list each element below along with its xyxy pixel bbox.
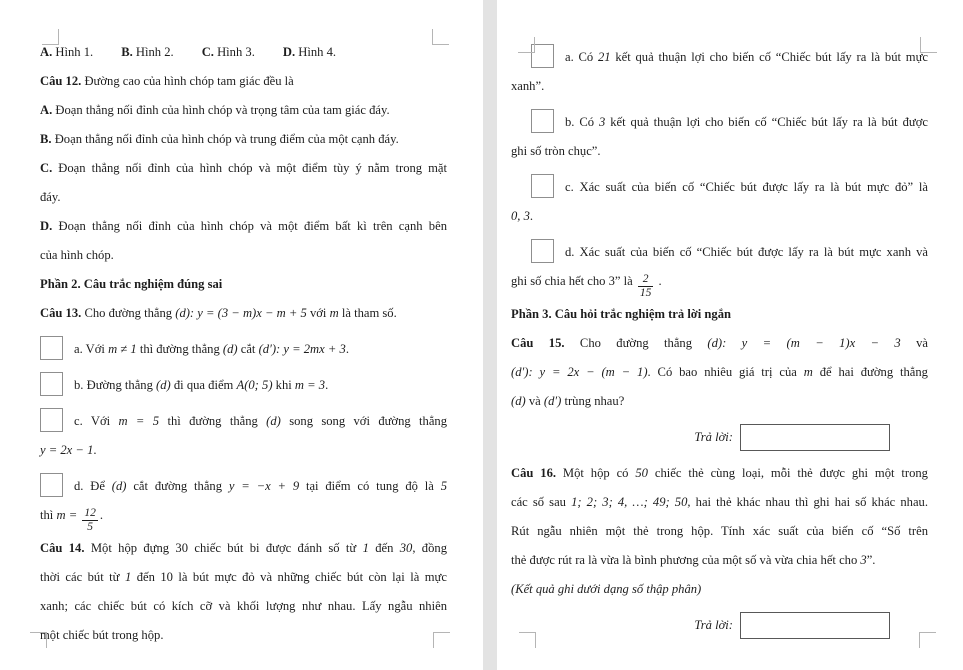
text-line	[40, 592, 447, 621]
answer-row	[511, 424, 890, 451]
text-run: song song với đường thẳng	[280, 414, 448, 428]
margin-crop-mark-top-left	[42, 29, 59, 45]
text-run: .	[345, 342, 349, 356]
text-run: thẻ được rút ra là vừa là bình phương của một số và vừa chia hết cho	[511, 552, 861, 567]
text-line	[40, 621, 447, 650]
answer-checkbox[interactable]	[40, 336, 63, 360]
margin-crop-mark-bottom-left	[519, 632, 536, 648]
answer-label: Trả lời:	[694, 429, 733, 444]
text-run: với	[306, 306, 330, 320]
text-run: Đường cao của hình chóp tam giác đều là	[81, 74, 294, 88]
text-run: và	[525, 393, 544, 408]
page-gutter	[483, 0, 497, 670]
bold-text-run: Câu 16.	[511, 465, 557, 480]
text-run: ”.	[866, 552, 876, 567]
margin-crop-mark-top-right	[432, 29, 449, 45]
text-run: cắt đường thẳng	[126, 479, 229, 493]
paragraph	[511, 329, 928, 416]
paragraph	[40, 125, 447, 154]
bold-text-run: Phần 3. Câu hỏi trắc nghiệm trả lời ngắn	[511, 306, 732, 321]
fraction-denominator: 5	[82, 520, 98, 534]
statement-option	[40, 371, 447, 400]
bold-text-run: B.	[40, 132, 52, 146]
answer-row	[511, 612, 890, 639]
math-text-run: 21	[597, 50, 611, 64]
text-line	[40, 436, 447, 465]
answer-input-box[interactable]	[740, 612, 890, 639]
text-run: d. Xác suất của biến cố “Chiếc bút được lấy ra là bút mực xanh và	[565, 245, 928, 259]
text-run: b. Đường thẳng	[74, 378, 157, 392]
bold-text-run: C.	[40, 161, 53, 175]
text-run: và	[900, 335, 929, 350]
text-line	[40, 154, 447, 183]
math-text-run: 3	[860, 552, 867, 567]
text-run: khi	[272, 378, 295, 392]
text-line	[511, 238, 928, 267]
text-run: Đoạn thẳng nối đỉnh của hình chóp và trọng tâm của tam giác đáy.	[52, 103, 390, 117]
text-run: thời các bút từ	[40, 569, 125, 584]
page-2	[497, 0, 963, 670]
text-line	[511, 358, 928, 387]
answer-label: Trả lời:	[694, 617, 733, 632]
text-run: thì đường thẳng	[159, 414, 267, 428]
answer-checkbox[interactable]	[40, 408, 63, 432]
text-line	[40, 335, 447, 364]
math-text-run: m	[803, 364, 813, 379]
math-text-run: (d): y = (3 − m)x − m + 5	[175, 306, 307, 320]
bold-text-run: Câu 12.	[40, 74, 82, 88]
text-run: a. Có	[565, 50, 598, 64]
text-run: Đoạn thẳng nối đỉnh của hình chóp và một điểm tùy ý nằm trong mặt	[52, 161, 447, 175]
answer-checkbox[interactable]	[531, 174, 554, 198]
text-run: ghi số tròn chục”.	[511, 144, 601, 158]
text-run: Một hộp có	[556, 465, 636, 480]
text-run: đến	[368, 540, 400, 555]
margin-crop-mark-top-right	[920, 37, 937, 53]
text-line	[40, 299, 447, 328]
bold-text-run: Phần 2. Câu trắc nghiệm đúng sai	[40, 277, 223, 291]
text-line	[40, 534, 447, 563]
answer-checkbox[interactable]	[40, 473, 63, 497]
text-line	[40, 270, 447, 299]
text-run: , đồng	[412, 540, 447, 555]
text-line	[511, 108, 928, 137]
math-text-run: 50	[635, 465, 648, 480]
fraction-numerator: 2	[642, 273, 649, 286]
bold-text-run: A.	[40, 103, 53, 117]
math-text-run: 1	[362, 540, 369, 555]
text-run: xanh”.	[511, 79, 545, 93]
margin-crop-mark-bottom-right	[433, 632, 450, 648]
math-text-run: (d)	[156, 378, 171, 392]
text-run: Cho đường thẳng	[564, 335, 708, 350]
text-line	[40, 371, 447, 400]
text-run: các số sau	[511, 494, 572, 509]
math-text-run: 1; 2; 3; 4, …; 49; 50,	[571, 494, 691, 509]
text-line	[40, 472, 447, 501]
paragraph	[511, 459, 928, 575]
statement-option	[40, 472, 447, 534]
paragraph	[40, 212, 447, 270]
text-run: d. Để	[74, 479, 112, 493]
math-text-run: 30	[399, 540, 413, 555]
math-text-run: y = −x + 9	[228, 479, 300, 493]
text-run: .	[655, 274, 662, 288]
text-line	[511, 137, 928, 166]
text-run: .	[93, 443, 97, 457]
text-run: b. Có	[565, 115, 599, 129]
text-run: xanh; các chiếc bút có kích cỡ và khối lượng như nhau. Lấy ngẫu nhiên	[40, 598, 447, 613]
page-1-content	[40, 38, 447, 650]
text-line	[40, 67, 447, 96]
answer-input-box[interactable]	[740, 424, 890, 451]
margin-crop-mark-bottom-right	[919, 632, 936, 648]
text-run: thì	[40, 508, 57, 522]
text-run: trùng nhau?	[561, 393, 625, 408]
text-line	[511, 202, 928, 231]
paragraph	[40, 67, 447, 96]
paragraph	[40, 154, 447, 212]
fraction-numerator: 12	[84, 507, 96, 520]
math-text-run: m = 5	[118, 414, 160, 428]
text-line	[40, 212, 447, 241]
math-text-run: y = 2x − 1	[40, 443, 94, 457]
text-run: . Có bao nhiêu giá trị của	[647, 364, 804, 379]
text-run: .	[325, 378, 329, 392]
bold-text-run: Câu 13.	[40, 306, 82, 320]
statement-option	[511, 43, 928, 101]
text-run: a. Với	[74, 342, 109, 356]
text-line	[511, 517, 928, 546]
bold-text-run: D.	[40, 219, 53, 233]
text-run: kết quả thuận lợi cho biến cố “Chiếc bút lấy ra là bút được	[605, 115, 928, 129]
text-line	[511, 72, 928, 101]
math-text-run: m ≠ 1	[108, 342, 137, 356]
margin-crop-mark-top-left	[518, 37, 535, 53]
text-run: đi qua điểm	[170, 378, 237, 392]
math-text-run: (d): y = (m − 1)x − 3	[707, 335, 901, 350]
text-run: Một hộp đựng 30 chiếc bút bi được đánh số từ	[84, 540, 363, 555]
answer-checkbox[interactable]	[531, 109, 554, 133]
math-text-run: m =	[56, 508, 81, 522]
text-run: Hình 1.	[52, 45, 94, 59]
text-run: kết quả thuận lợi cho biến cố “Chiếc bút lấy ra là bút mực	[610, 50, 928, 64]
math-text-run: m	[329, 306, 339, 320]
text-run: để hai đường thẳng	[812, 364, 928, 379]
text-run: .	[99, 508, 103, 522]
math-text-run: (d)	[222, 342, 238, 356]
text-run: Hình 3.	[213, 45, 255, 59]
text-run: (Kết quả ghi dưới dạng số thập phân)	[511, 581, 702, 596]
statement-option	[511, 173, 928, 231]
paragraph	[40, 299, 447, 328]
text-line	[511, 173, 928, 202]
text-line	[511, 488, 928, 517]
paragraph	[40, 38, 447, 67]
text-run: c. Với	[74, 414, 119, 428]
text-line	[40, 241, 447, 270]
math-text-run: (d)	[511, 393, 526, 408]
fraction	[636, 273, 656, 299]
text-run: Cho đường thẳng	[81, 306, 176, 320]
math-text-run: 0, 3	[511, 209, 530, 223]
fraction	[80, 507, 100, 533]
paragraph	[40, 270, 447, 299]
bold-text-run: B.	[121, 45, 133, 59]
text-run: là tham số.	[338, 306, 397, 320]
text-run: Hình 4.	[295, 45, 337, 59]
text-line	[511, 575, 928, 604]
text-run: Rút ngẫu nhiên một thẻ trong hộp. Tính xác suất của biến cố “Số trên	[511, 523, 928, 538]
bold-text-run: A.	[40, 45, 53, 59]
text-line	[40, 125, 447, 154]
text-run: ghi số chia hết cho 3” là	[511, 274, 636, 288]
text-line	[511, 267, 928, 300]
page-2-content	[511, 43, 928, 639]
math-text-run: (d′)	[543, 393, 562, 408]
text-run: Đoạn thẳng nối đỉnh của hình chóp và trung điểm của một cạnh đáy.	[51, 132, 399, 146]
statement-option	[511, 238, 928, 300]
paragraph	[511, 300, 928, 329]
text-line	[511, 43, 928, 72]
math-text-run: (d)	[111, 479, 127, 493]
text-run: một chiếc bút trong hộp.	[40, 627, 164, 642]
text-run: hai thẻ khác nhau thì ghi hai số khác nhau.	[690, 494, 928, 509]
text-line	[40, 38, 447, 67]
text-line	[511, 387, 928, 416]
paragraph	[40, 96, 447, 125]
text-run: thì đường thẳng	[136, 342, 223, 356]
statement-option	[511, 108, 928, 166]
text-run: cắt	[237, 342, 259, 356]
text-run: chiếc thẻ cùng loại, mỗi thẻ được ghi một trong	[647, 465, 928, 480]
math-text-run: m = 3	[294, 378, 326, 392]
text-line	[40, 183, 447, 212]
text-run: Hình 2.	[132, 45, 174, 59]
statement-option	[40, 407, 447, 465]
text-line	[40, 563, 447, 592]
math-text-run: (d′): y = 2x − (m − 1)	[511, 364, 648, 379]
text-run: đáy.	[40, 190, 61, 204]
paragraph	[511, 575, 928, 604]
bold-text-run: D.	[282, 45, 296, 59]
answer-checkbox[interactable]	[531, 239, 554, 263]
math-text-run: 3	[599, 115, 606, 129]
bold-text-run: C.	[201, 45, 214, 59]
text-line	[511, 300, 928, 329]
math-text-run: A(0; 5)	[236, 378, 273, 392]
fraction-denominator: 15	[639, 287, 652, 299]
math-text-run: (d′): y = 2mx + 3	[258, 342, 346, 356]
bold-text-run: Câu 14.	[40, 540, 85, 555]
paragraph	[40, 534, 447, 650]
margin-crop-mark-bottom-left	[30, 632, 47, 648]
math-text-run: (d)	[266, 414, 281, 428]
text-run: tại điểm có tung độ là	[299, 479, 441, 493]
math-text-run: 5	[440, 479, 447, 493]
answer-checkbox[interactable]	[40, 372, 63, 396]
text-line	[40, 407, 447, 436]
text-line	[511, 459, 928, 488]
text-run: của hình chóp.	[40, 248, 114, 262]
text-line	[511, 546, 928, 575]
text-line	[40, 96, 447, 125]
statement-option	[40, 335, 447, 364]
text-run: c. Xác suất của biến cố “Chiếc bút được lấy ra là bút mực đỏ” là	[565, 180, 928, 194]
text-run: Đoạn thẳng nối đỉnh của hình chóp và một điểm bất kì trên cạnh bên	[52, 219, 447, 233]
text-run: .	[529, 209, 534, 223]
bold-text-run: Câu 15.	[511, 335, 565, 350]
text-line	[40, 501, 447, 534]
text-line	[511, 329, 928, 358]
math-text-run: 1	[124, 569, 132, 584]
text-run: đến 10 là bút mực đỏ và những chiếc bút còn lại là mực	[131, 569, 447, 584]
